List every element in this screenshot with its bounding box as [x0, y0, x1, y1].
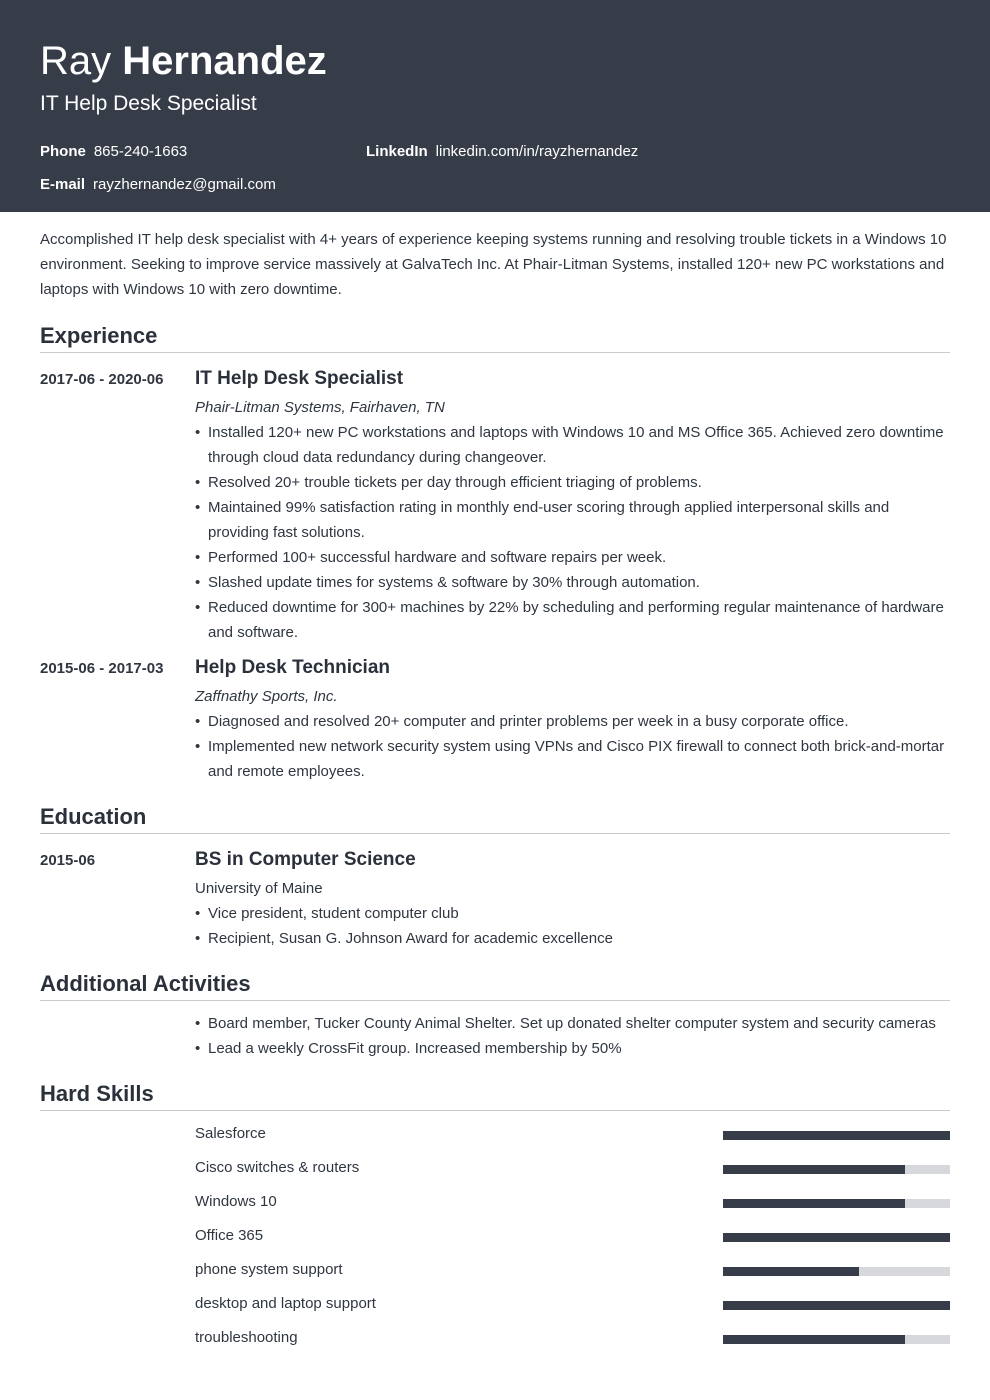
- skill-level-bar: [723, 1165, 950, 1174]
- bullet-dot: •: [195, 1040, 201, 1057]
- bullet-dot: •: [195, 574, 201, 591]
- bullet-dot: •: [195, 424, 201, 441]
- email-label: E-mail: [40, 176, 86, 193]
- contact-email: [40, 175, 276, 195]
- skill-level-bar: [723, 1131, 950, 1140]
- bullet-text: Recipient, Susan G. Johnson Award for academic excellence: [208, 930, 613, 947]
- job-entry: [40, 366, 950, 645]
- bullet-text: Vice president, student computer club: [208, 905, 459, 922]
- skill-name: troubleshooting: [195, 1329, 298, 1346]
- activities-entry: [40, 1011, 950, 1061]
- job-dates: 2017-06 - 2020-06: [40, 371, 164, 388]
- bullet-dot: •: [195, 599, 201, 616]
- skill-level-bar: [723, 1335, 950, 1344]
- skill-name: Salesforce: [195, 1125, 266, 1142]
- first-name: Ray: [40, 39, 112, 83]
- skill-level-fill: [723, 1165, 905, 1174]
- phone-value: 865-240-1663: [93, 143, 188, 160]
- bullet-text: Implemented new network security system using VPNs and Cisco PIX firewall to connect both brick-and-mortar and remote employees.: [208, 738, 945, 780]
- skills-section: [40, 1080, 950, 1362]
- job-company: Zaffnathy Sports, Inc.: [195, 688, 338, 705]
- contact-linkedin: [366, 142, 638, 162]
- bullet-text: Reduced downtime for 300+ machines by 22% by scheduling and performing regular maintenance of hardware and software.: [208, 599, 944, 641]
- skill-level-fill: [723, 1335, 905, 1344]
- candidate-name: [40, 38, 327, 84]
- bullet-dot: •: [195, 549, 201, 566]
- summary-text: Accomplished IT help desk specialist with 4+ years of experience keeping systems running and resolving trouble tickets in a Windows 10 environment. Seeking to improve service massively at GalvaTech Inc. At Phair-Litman Systems, installed 120+ new PC workstations and laptops with Windows 10 with zero downtime.: [40, 231, 947, 298]
- bullet-dot: •: [195, 905, 201, 922]
- education-heading: Education: [40, 803, 950, 834]
- job-dates: 2015-06 - 2017-03: [40, 660, 164, 677]
- skill-row: [40, 1260, 950, 1294]
- skills-heading: Hard Skills: [40, 1080, 950, 1111]
- bullet-item: [195, 901, 950, 926]
- linkedin-label: LinkedIn: [366, 143, 428, 160]
- bullet-dot: •: [195, 713, 201, 730]
- bullet-item: [195, 709, 950, 734]
- bullet-item: [195, 545, 950, 570]
- education-date: 2015-06: [40, 852, 96, 869]
- bullet-item: [195, 495, 950, 545]
- bullet-item: [195, 734, 950, 784]
- job-bullets: [195, 709, 950, 784]
- bullet-text: Diagnosed and resolved 20+ computer and printer problems per week in a busy corporate office.: [208, 713, 849, 730]
- skill-row: [40, 1328, 950, 1362]
- job-title: Help Desk Technician: [195, 657, 390, 678]
- skill-name: phone system support: [195, 1261, 343, 1278]
- job-bullets: [195, 420, 950, 645]
- bullet-text: Board member, Tucker County Animal Shelter. Set up donated shelter computer system and security cameras: [208, 1015, 936, 1032]
- bullet-dot: •: [195, 738, 201, 755]
- bullet-text: Installed 120+ new PC workstations and laptops with Windows 10 and MS Office 365. Achieved zero downtime through cloud data redundancy during changeover.: [208, 424, 944, 466]
- bullet-item: [195, 595, 950, 645]
- skill-level-fill: [723, 1233, 950, 1242]
- skill-level-fill: [723, 1199, 905, 1208]
- experience-heading: Experience: [40, 322, 950, 353]
- candidate-title: IT Help Desk Specialist: [40, 92, 257, 115]
- phone-label: Phone: [40, 143, 86, 160]
- bullet-text: Performed 100+ successful hardware and software repairs per week.: [208, 549, 667, 566]
- skill-name: Cisco switches & routers: [195, 1159, 360, 1176]
- bullet-item: [195, 926, 950, 951]
- skill-level-bar: [723, 1233, 950, 1242]
- bullet-item: [195, 1011, 950, 1036]
- activities-section: [40, 970, 950, 1061]
- education-entry: [40, 847, 950, 951]
- bullet-dot: •: [195, 1015, 201, 1032]
- degree-title: BS in Computer Science: [195, 849, 416, 870]
- bullet-dot: •: [195, 930, 201, 947]
- job-entry: [40, 655, 950, 784]
- activities-bullets: [195, 1011, 950, 1061]
- resume-body: [40, 227, 950, 1362]
- email-link[interactable]: rayzhernandez@gmail.com: [93, 176, 276, 193]
- education-bullets: [195, 901, 950, 951]
- skill-row: [40, 1226, 950, 1260]
- bullet-text: Lead a weekly CrossFit group. Increased membership by 50%: [208, 1040, 622, 1057]
- skill-level-bar: [723, 1267, 950, 1276]
- skill-row: [40, 1124, 950, 1158]
- bullet-item: [195, 470, 950, 495]
- experience-section: [40, 322, 950, 784]
- job-company: Phair-Litman Systems, Fairhaven, TN: [195, 399, 445, 416]
- skill-level-fill: [723, 1301, 950, 1310]
- skill-name: Office 365: [195, 1227, 264, 1244]
- education-section: [40, 803, 950, 951]
- skill-name: desktop and laptop support: [195, 1295, 376, 1312]
- skill-level-fill: [723, 1131, 950, 1140]
- skill-level-bar: [723, 1199, 950, 1208]
- skill-row: [40, 1294, 950, 1328]
- skill-level-bar: [723, 1301, 950, 1310]
- bullet-dot: •: [195, 474, 201, 491]
- bullet-item: [195, 570, 950, 595]
- bullet-item: [195, 420, 950, 470]
- job-title: IT Help Desk Specialist: [195, 368, 404, 389]
- bullet-item: [195, 1036, 950, 1061]
- linkedin-link[interactable]: linkedin.com/in/rayzhernandez: [435, 143, 639, 160]
- skill-row: [40, 1158, 950, 1192]
- bullet-text: Maintained 99% satisfaction rating in monthly end-user scoring through applied interpersonal skills and providing fast solutions.: [208, 499, 890, 541]
- school-name: University of Maine: [195, 880, 323, 897]
- skill-name: Windows 10: [195, 1193, 277, 1210]
- bullet-dot: •: [195, 499, 201, 516]
- resume-header: [0, 0, 990, 212]
- activities-heading: Additional Activities: [40, 970, 950, 1001]
- skill-level-fill: [723, 1267, 859, 1276]
- bullet-text: Resolved 20+ trouble tickets per day through efficient triaging of problems.: [208, 474, 702, 491]
- last-name: Hernandez: [122, 39, 327, 83]
- skill-row: [40, 1192, 950, 1226]
- bullet-text: Slashed update times for systems & software by 30% through automation.: [208, 574, 700, 591]
- skills-list: [40, 1124, 950, 1362]
- contact-phone: [40, 142, 187, 162]
